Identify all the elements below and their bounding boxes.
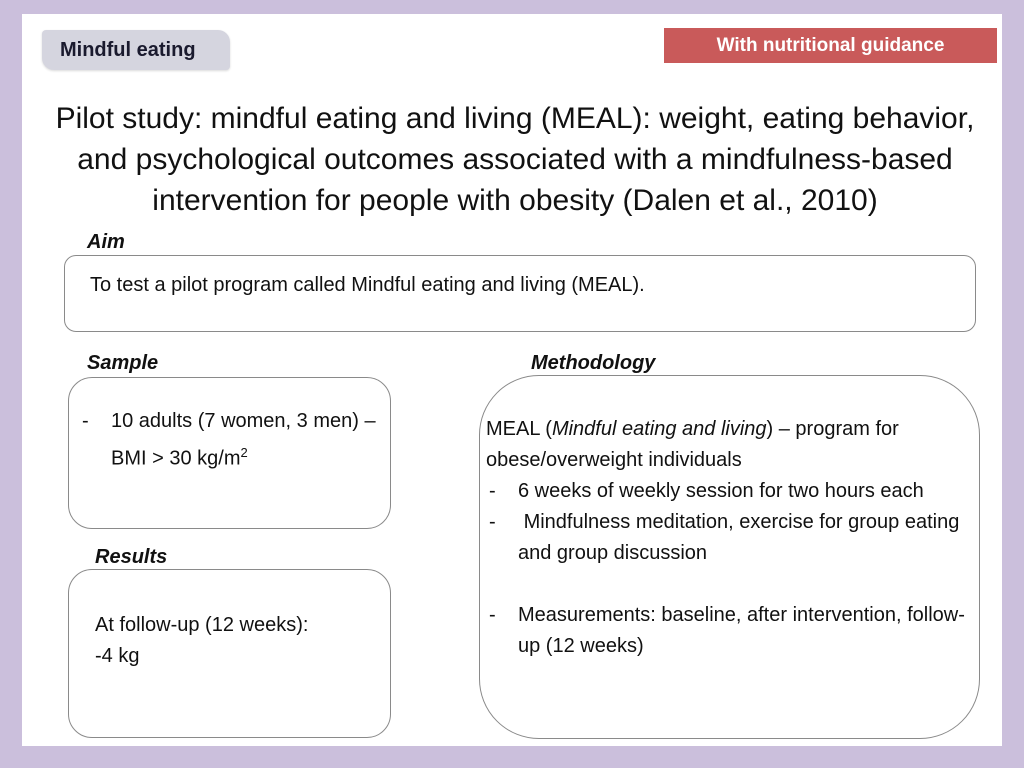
- title-line-1: Pilot study: mindful eating and living (MEAL): weight, eating behavior,: [55, 102, 975, 135]
- nutritional-guidance-tag: With nutritional guidance: [664, 28, 997, 63]
- methodology-text: [486, 414, 978, 662]
- methodology-item: - 6 weeks of weekly session for two hours each: [486, 476, 978, 507]
- methodology-item: - Mindfulness meditation, exercise for group eating and group discussion: [486, 507, 978, 569]
- aim-label: Aim: [87, 231, 125, 253]
- methodology-intro: MEAL (Mindful eating and living) – program for obese/overweight individuals: [486, 418, 899, 471]
- sample-list: [79, 406, 379, 475]
- results-line-1: At follow-up (12 weeks):: [95, 614, 309, 636]
- results-box: [68, 569, 391, 738]
- methodology-label: Methodology: [531, 352, 656, 374]
- results-label: Results: [95, 546, 168, 568]
- title-line-2: and psychological outcomes associated with a mindfulness-based: [77, 143, 953, 176]
- methodology-item: - Measurements: baseline, after intervention, follow-up (12 weeks): [486, 600, 978, 662]
- results-line-2: -4 kg: [95, 645, 140, 667]
- mindful-eating-tag: [42, 30, 230, 70]
- mindful-eating-tag-label: Mindful eating: [60, 39, 196, 61]
- methodology-list-2: [486, 600, 978, 662]
- sample-label: Sample: [87, 352, 159, 374]
- sample-box: [68, 377, 391, 529]
- sample-item: - 10 adults (7 women, 3 men) – BMI > 30 $kg/m^2$: [79, 406, 379, 475]
- methodology-box: [479, 375, 980, 739]
- spacer: [486, 569, 978, 600]
- aim-text: To test a pilot program called Mindful eating and living (MEAL).: [90, 274, 645, 296]
- results-text: [95, 610, 308, 672]
- title-line-3: intervention for people with obesity (Dalen et al., 2010): [152, 184, 878, 217]
- methodology-list: [486, 476, 978, 569]
- slide-title: [26, 98, 1004, 221]
- aim-box: [64, 255, 976, 332]
